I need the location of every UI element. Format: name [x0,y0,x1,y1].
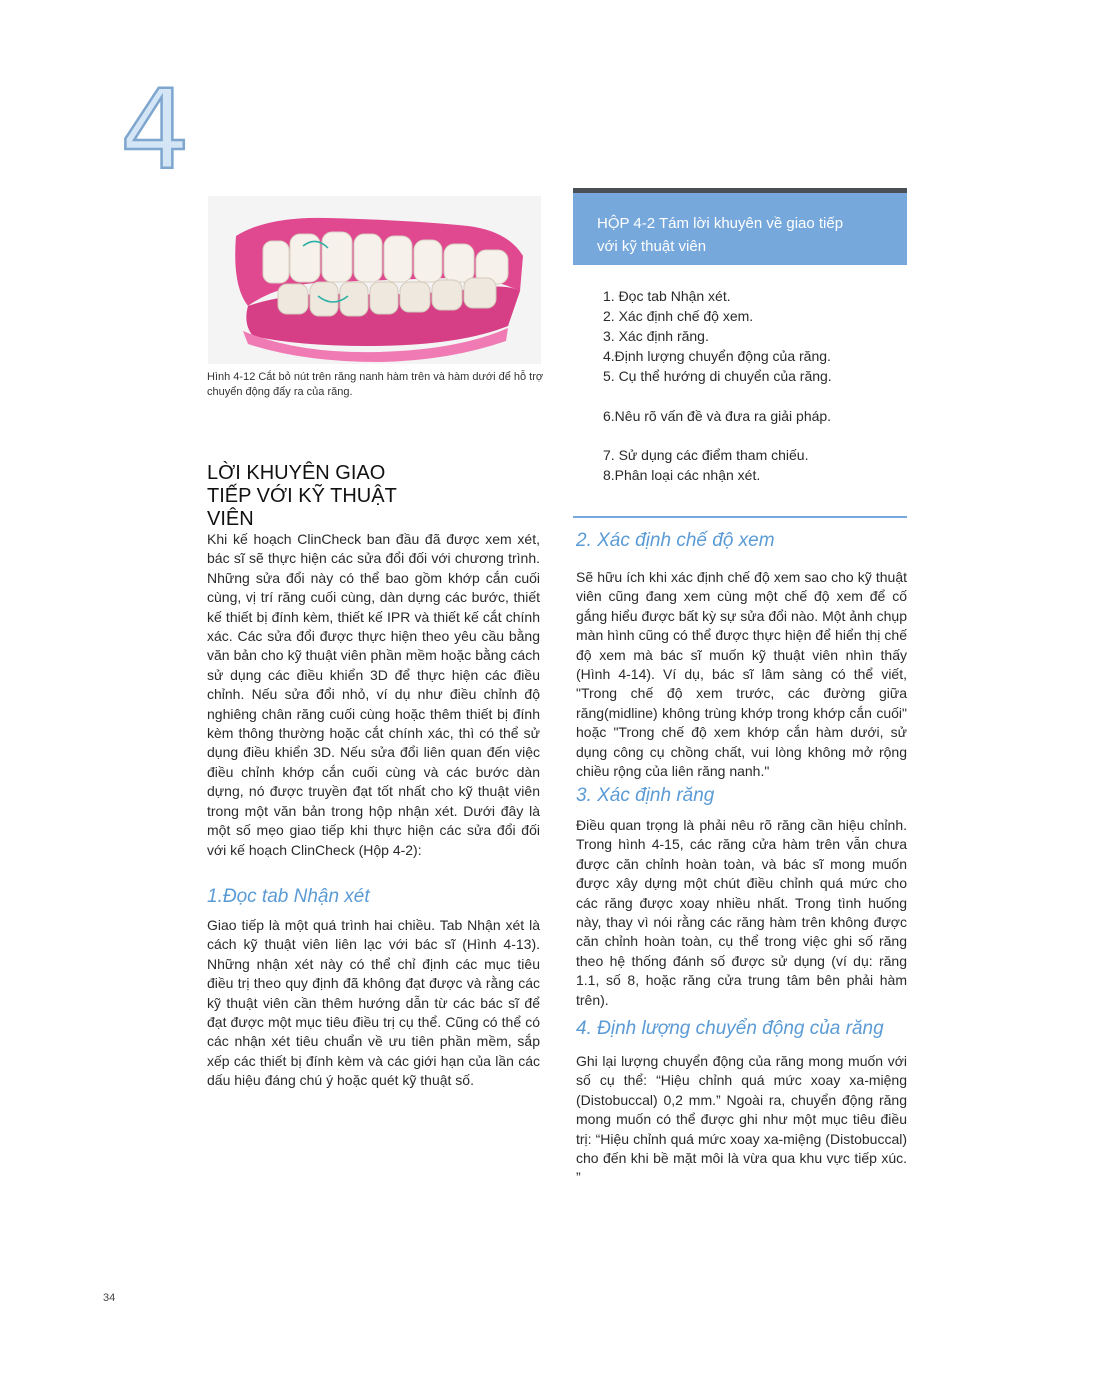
box-list-item: 1. Đọc tab Nhận xét. [603,288,731,304]
box-header [573,193,907,265]
box-list-item: 4.Định lượng chuyển động của răng. [603,348,831,364]
box-list-item: 2. Xác định chế độ xem. [603,308,754,324]
figure-teeth-image [208,196,541,364]
box-list-item: 8.Phân loại các nhận xét. [603,467,761,483]
tips-box [573,188,907,519]
intro-paragraph: Khi kế hoạch ClinCheck ban đầu đã được xem xét, bác sĩ sẽ thực hiện các sửa đổi đối với chương trình. Những sửa đổi này có thể bao gồm khớp cắn cuối cùng, vị trí răng cuối cùng, dàn dựng các bước, thiết kế thiết bị đính kèm, thiết kế IPR và thiết kế cắt chính xác. Các sửa đổi được thực hiện theo yêu cầu bằng văn bản cho kỹ thuật viên phần mềm hoặc bằng cách sử dụng các điều khiển 3D để thực hiện các điều chỉnh. Nếu sửa đổi nhỏ, ví dụ như điều chỉnh độ nghiêng chân răng cuối cùng hoặc thêm thiết bị đính kèm thông thường hoặc cắt chính xác, thì có thể sử dụng điều khiển 3D. Nếu sửa đổi liên quan đến việc điều chỉnh khớp cắn cuối cùng và các bước dàn dựng, nó được truyền đạt tốt nhất cho kỹ thuật viên trong một văn bản trong hộp nhận xét. Dưới đây là một số mẹo giao tiếp khi thực hiện các sửa đổi đối với kế hoạch ClinCheck (Hộp 4-2): [207,531,540,858]
paragraph-quantify-movement: Ghi lại lượng chuyển động của răng mong muốn với số cụ thể: “Hiệu chỉnh quá mức xoay xa-miệng (Distobuccal) 0,2 mm.” Ngoài ra, chuyển động răng mong muốn có thể được ghi như một mục tiêu điều trị: “Hiệu chỉnh quá mức xoay xa-miệng (Distobuccal) cho đến khi bề mặt môi là vừa qua khu vực tiếp xúc. ” [576,1053,907,1186]
chapter-number-decoration [0,0,420,200]
subheading-identify-view: 2. Xác định chế độ xem [576,530,775,551]
paragraph-identify-view: Sẽ hữu ích khi xác định chế độ xem sao cho kỹ thuật viên cũng đang xem cùng một chế độ xem để cố gắng hiểu được bất kỳ sự sửa đổi nào. Một ảnh chụp màn hình cũng có thể được thực hiện để hiển thị chế độ xem mà bác sĩ muốn kỹ thuật viên nhìn thấy (Hình 4-14). Ví dụ, bác sĩ lâm sàng có thể viết, "Trong chế độ xem trước, các đường giữa răng(midline) không trùng khớp trong khớp cắn cuối" hoặc "Trong chế độ xem khớp cắn hàm dưới, sử dụng công cụ chồng chất, vui lòng không mở rộng chiều rộng của liên răng nanh." [576,569,907,780]
box-list-item: 7. Sử dụng các điểm tham chiếu. [603,447,809,463]
figure-caption: Hình 4-12 Cắt bỏ nút trên răng nanh hàm trên và hàm dưới để hỗ trợ chuyển động đẩy ra của răng. [207,371,544,398]
subheading-identify-teeth: 3. Xác định răng [576,785,715,806]
box-list-item: 6.Nêu rõ vấn đề và đưa ra giải pháp. [603,408,832,424]
teeth-illustration [208,196,541,364]
subheading-read-comments-tab: 1.Đọc tab Nhận xét [207,886,370,907]
subheading-quantify-movement: 4. Định lượng chuyển động của răng [576,1018,884,1039]
box-list-item: 3. Xác định răng. [603,328,709,344]
section-heading: LỜI KHUYÊN GIAO TIẾP VỚI KỸ THUẬT VIÊN [207,462,397,530]
chapter-number: 4 [120,66,190,194]
box-title: HỘP 4-2 Tám lời khuyên về giao tiếp với kỹ thuật viên [597,215,844,255]
paragraph-identify-teeth: Điều quan trọng là phải nêu rõ răng cần hiệu chỉnh. Trong hình 4-15, các răng cửa hàm trên vẫn chưa được căn chỉnh hoàn toàn, và bác sĩ mong muốn được xây dựng một chút điều chỉnh quá mức cho các răng được xoay nhiều nhất. Trong tình huống này, thay vì nói rằng các răng hàm trên không được căn chỉnh hoàn toàn, cụ thể trong việc ghi số răng theo hệ thống đánh số được sử dụng (ví dụ: răng 1.1, số 8, hoặc răng cửa trung tâm bên phải hàm trên). [576,817,907,1008]
box-bottom-rule [573,516,907,518]
page-number: 34 [103,1292,116,1304]
paragraph-read-comments-tab: Giao tiếp là một quá trình hai chiều. Tab Nhận xét là cách kỹ thuật viên liên lạc với bác sĩ (Hình 4-13). Những nhận xét này có thể chỉ định các mục tiêu điều trị theo quy định đã không đạt được và rằng các kỹ thuật viên cần thêm hướng dẫn từ các bác sĩ để đạt được một mục tiêu điều trị cụ thể. Cũng có thể có các nhận xét tiêu chuẩn về ưu tiên phần mềm, sắp xếp các thiết bị đính kèm và các giới hạn của lần các dấu hiệu đáng chú ý hoặc quét kỹ thuật số. [207,917,540,1089]
box-list-item: 5. Cụ thể hướng di chuyển của răng. [603,368,832,384]
